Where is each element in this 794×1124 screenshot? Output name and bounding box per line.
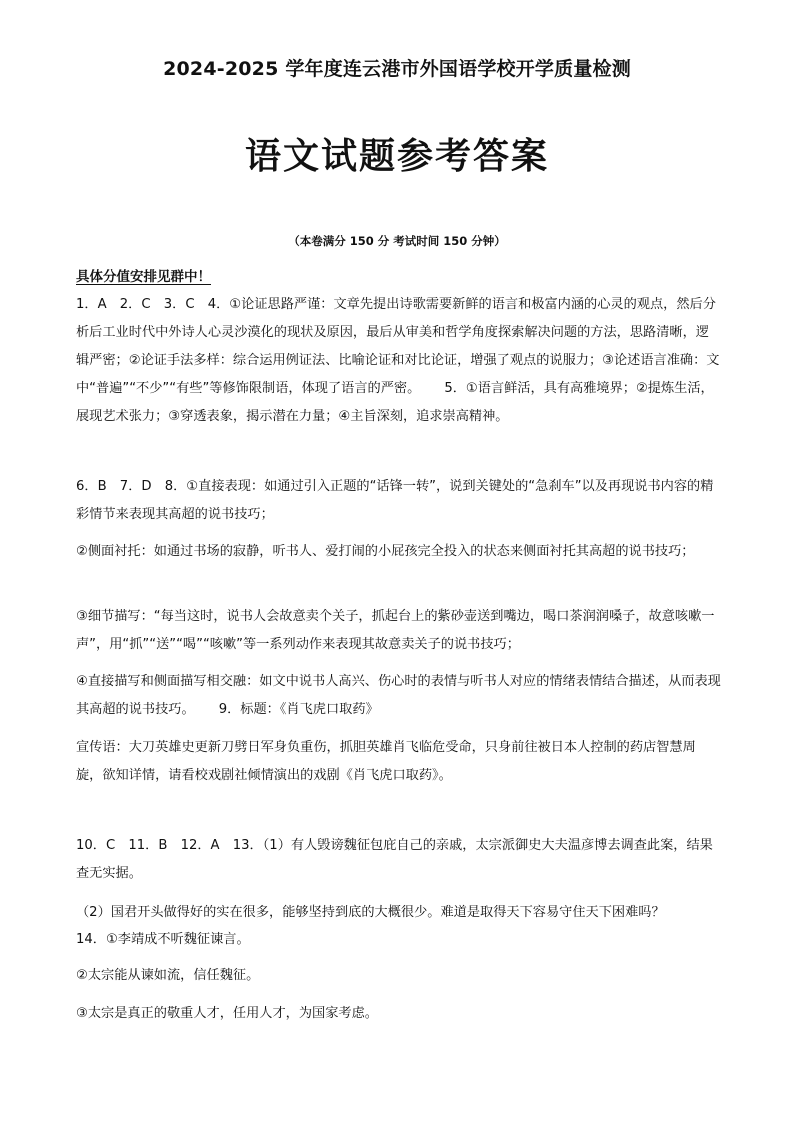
page-title: 语文试题参考答案: [244, 136, 549, 177]
answer-14-part1: 14．①李靖成不听魏征谏言。: [76, 932, 250, 947]
answer-5: 5．①语言鲜活，具有高雅境界；②提炼生活，展现艺术张力；③穿透表象，揭示潜在力量；④主旨深刻，追求崇高精神。: [76, 381, 714, 424]
answer-14-part3: ③太宗是真正的敬重人才，任用人才，为国家考虑。: [76, 1006, 378, 1021]
answer-block-1-5: [76, 291, 722, 431]
answers-1-4: 1．A 2．C 3．C 4．①论证思路严谨：文章先提出诗歌需要新鲜的语言和极富内涵的心灵的观点，然后分析后工业时代中外诗人心灵沙漠化的现状及原因，最后从审美和哲学角度探索解决问题的方法，思路清晰，逻辑严密；②论证手法多样：综合运用例证法、比喻论证和对比论证，增强了观点的说服力；③论述语言准确：文中“普遍”“不少”“有些”等修饰限制语，体现了语言的严密。: [76, 297, 720, 396]
answer-8-9-block: [76, 668, 722, 724]
answer-8-part4: ④直接描写和侧面描写相交融：如文中说书人高兴、伤心时的表情与听书人对应的情绪表情结合描述，从而表现其高超的说书技巧。: [76, 674, 721, 717]
answer-6-8-part1: 6．B 7．D 8．①直接表现：如通过引入正题的“话锋一转”，说到关键处的“急刹车”以及再现说书内容的精彩情节来表现其高超的说书技巧；: [76, 479, 714, 522]
answer-13-part2: （2）国君开头做得好的实在很多，能够坚持到底的大概很少。难道是取得天下容易守住天下困难吗？: [76, 905, 665, 920]
answer-9-slogan: 宣传语：大刀英雄史更新刀劈日军身负重伤，抓胆英雄肖飞临危受命，只身前往被日本人控制的药店智慧周旋，欲知详情，请看校戏剧社倾情演出的戏剧《肖飞虎口取药》。: [76, 740, 696, 783]
answer-9-title: 9．标题：《肖飞虎口取药》: [218, 702, 379, 717]
document-header: 2024-2025 学年度连云港市外国语学校开学质量检测: [163, 58, 631, 80]
answer-8-part2: ②侧面衬托：如通过书场的寂静，听书人、爱打闹的小屁孩完全投入的状态来侧面衬托其高超的说书技巧；: [76, 544, 695, 559]
answer-10-13-part1: 10．C 11．B 12．A 13．（1）有人毁谤魏征包庇自己的亲戚，太宗派御史大夫温彦博去调查此案，结果查无实据。: [76, 838, 713, 881]
answer-8-part3: ③细节描写：“每当这时，说书人会故意卖个关子，抓起台上的紫砂壶送到嘴边，喝口茶润润嗓子，故意咳嗽一声”，用“抓”“送”“喝”“咳嗽”等一系列动作来表现其故意卖关子的说书技巧；: [76, 609, 715, 652]
score-notice: 具体分值安排见群中！: [76, 269, 211, 285]
exam-info: （本卷满分 150 分 考试时间 150 分钟）: [288, 234, 506, 248]
answer-14-part2: ②太宗能从谏如流，信任魏征。: [76, 968, 260, 983]
